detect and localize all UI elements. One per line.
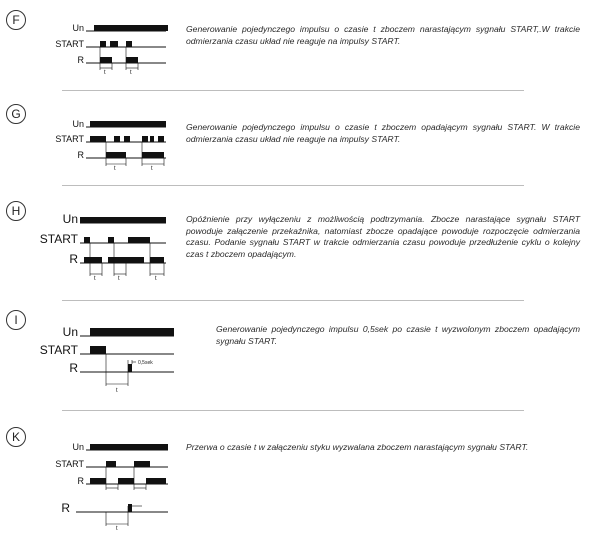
section-description: Generowanie pojedynczego impulsu o czasie t zboczem opadającym sygnału START. W trakcie odmierzania czasu układ nie reaguje na impulsy START. [186, 122, 580, 144]
t-label: t [114, 166, 116, 172]
section-letter-badge: K [6, 427, 26, 447]
t-label: t [116, 388, 118, 394]
t-label: t [155, 276, 157, 282]
timing-diagram-G [50, 118, 180, 172]
section-letter-badge: H [6, 201, 26, 221]
signal-label-r: R [61, 501, 70, 515]
section-letter-badge: I [6, 310, 26, 330]
t-label: t [130, 70, 132, 76]
section-description: Generowanie pojedynczego impulsu 0,5sek po czasie t wyzwolonym zboczem opadającym sygnału START. [216, 324, 580, 346]
signal-label-un: Un [72, 23, 84, 33]
pulse-duration-annotation: 0,5sek [138, 360, 153, 366]
t-label: t [118, 276, 120, 282]
signal-label-r: R [77, 150, 84, 160]
signal-label-start: START [55, 39, 84, 49]
section-divider [62, 410, 524, 411]
signal-label-un: Un [72, 119, 84, 129]
section-description: Przerwa o czasie t w załączeniu styku wyzwalana zboczem narastającym sygnału START. [186, 442, 529, 452]
signal-label-r: R [69, 361, 78, 375]
section-letter-badge: F [6, 10, 26, 30]
t-label: t [151, 166, 153, 172]
signal-label-r: R [77, 476, 84, 486]
section-divider [62, 185, 524, 186]
section-divider [62, 90, 524, 91]
timing-diagram-K [50, 440, 180, 530]
section-description: Generowanie pojedynczego impulsu o czasie t zboczem narastającym sygnału START,.W trakcie odmierzania czasu układ nie reaguje na impulsy START. [186, 24, 580, 46]
section-divider [62, 300, 524, 301]
signal-label-un: Un [62, 212, 78, 226]
signal-label-un: Un [62, 325, 78, 339]
signal-label-start: START [39, 232, 78, 246]
signal-label-un: Un [72, 442, 84, 452]
signal-label-start: START [55, 134, 84, 144]
signal-label-start: START [55, 459, 84, 469]
signal-label-r: R [69, 252, 78, 266]
timing-diagram-F [50, 22, 180, 74]
section-description: Opóźnienie przy wyłączeniu z możliwością podtrzymania. Zbocze narastające sygnału START powoduje załączenie przekaźnika, natomiast zbocze opadające powoduje rozpoczęcie odmierzania czasu. Podanie sygnału START w trakcie odmierzania czasu powoduje przedłużenie cyklu o kolejny czas t zboczem opadającym. [186, 214, 580, 259]
timing-diagram-H [39, 212, 180, 282]
t-label: t [94, 276, 96, 282]
section-letter-badge: G [6, 104, 26, 124]
timing-diagram-I [39, 322, 180, 394]
t-label: t [116, 526, 118, 532]
signal-label-start: START [39, 343, 78, 357]
t-label: t [104, 70, 106, 76]
signal-label-r: R [77, 55, 84, 65]
